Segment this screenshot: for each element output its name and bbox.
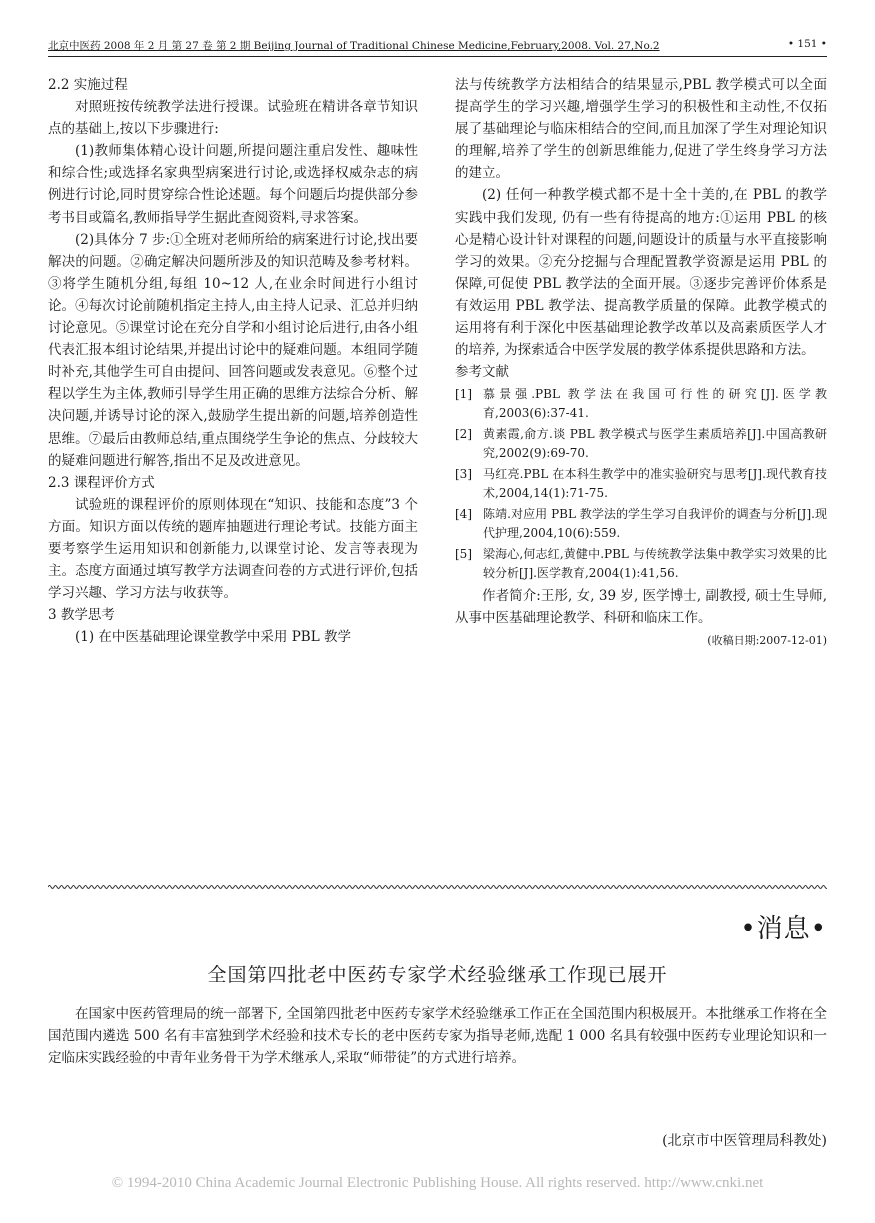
reference-text: 梁海心,何志红,黄健中.PBL 与传统教学法集中教学实习效果的比较分析[J].医学教育,2004(1):41,56. <box>483 547 827 581</box>
author-bio: 作者简介:王彤, 女, 39 岁, 医学博士, 副教授, 硕士生导师, 从事中医基础理论教学、科研和临床工作。 <box>455 588 827 627</box>
left-column <box>48 74 418 648</box>
reference-item <box>455 465 827 503</box>
reference-item <box>455 545 827 583</box>
reference-item <box>455 425 827 463</box>
running-header <box>48 36 827 57</box>
reference-number: [4] <box>455 507 472 522</box>
reference-number: [3] <box>455 467 472 482</box>
section-heading-3: 3 教学思考 <box>48 607 115 624</box>
news-body: 在国家中医药管理局的统一部署下, 全国第四批老中医药专家学术经验继承工作正在全国范围内积极展开。本批继承工作将在全国范围内遴选 500 名有丰富独到学术经验和技术专长的老中医药专家为指导老师,选配 1 000 名具有较强中医药专业理论知识和一定临床实践经验的中青年业务骨干为学术继承人,采取“师带徒”的方式进行培养。 <box>48 1006 827 1066</box>
reference-list <box>455 385 827 583</box>
reference-text: 陈靖.对应用 PBL 教学法的学生学习自我评价的调查与分析[J].现代护理,2004,10(6):559. <box>483 507 827 541</box>
received-date: (收稿日期:2007-12-01) <box>707 633 827 647</box>
reference-text: 黄素霞,俞方.谈 PBL 教学模式与医学生素质培养[J].中国高教研究,2002(9):69-70. <box>483 427 827 461</box>
news-title: 全国第四批老中医药专家学术经验继承工作现已展开 <box>207 964 668 986</box>
wavy-divider <box>48 883 827 891</box>
reference-text: 慕景强.PBL 教学法在我国可行性的研究[J].医学教育,2003(6):37-41. <box>483 387 827 421</box>
references-heading: 参考文献 <box>455 364 509 381</box>
paragraph: 对照班按传统教学法进行授课。试验班在精讲各章节知识点的基础上,按以下步骤进行: <box>48 99 418 138</box>
paragraph: 试验班的课程评价的原则体现在“知识、技能和态度”3 个方面。知识方面以传统的题库抽题进行理论考试。技能方面主要考察学生运用知识和创新能力,以课堂讨论、发言等表现为主。态度方面通过填写教学方法调查问卷的方式进行评价,包括学习兴趣、学习方法与收获等。 <box>48 496 418 602</box>
section-heading-2-2: 2.2 实施过程 <box>48 77 128 93</box>
reference-number: [1] <box>455 387 472 402</box>
reference-item <box>455 505 827 543</box>
right-column <box>455 74 827 652</box>
reference-number: [5] <box>455 547 472 562</box>
reference-text: 马红亮.PBL 在本科生教学中的准实验研究与思考[J].现代教育技术,2004,14(1):71-75. <box>483 467 827 501</box>
page-number: • 151 • <box>787 38 827 50</box>
section-heading-2-3: 2.3 课程评价方式 <box>48 474 155 491</box>
paragraph: 法与传统教学方法相结合的结果显示,PBL 教学模式可以全面提高学生的学习兴趣,增强学生学习的积极性和主动性,不仅拓展了基础理论与临床相结合的空间,而且加深了学生对理论知识的理解,培养了学生的创新思维能力,促进了学生终身学习方法的建立。 <box>455 77 827 182</box>
copyright-footer: © 1994-2010 China Academic Journal Electronic Publishing House. All rights reserved. http://www.cnki.net <box>111 1175 764 1191</box>
paragraph: (1) 在中医基础理论课堂教学中采用 PBL 教学 <box>75 629 351 646</box>
paragraph: (2) 任何一种教学模式都不是十全十美的,在 PBL 的教学实践中我们发现, 仍有一些有待提高的地方:①运用 PBL 的核心是精心设计针对课程的问题,问题设计的质量与水平直接影响学习的效果。②充分挖掘与合理配置教学资源是运用 PBL 的保障,可促使 PBL 教学法的全面开展。③逐步完善评价体系是有效运用 PBL 教学法、提高教学质量的保障。此教学模式的运用将有利于深化中医基础理论教学改革以及高素质医学人才的培养, 为探索适合中医学发展的教学体系提供思路和方法。 <box>455 187 827 359</box>
paragraph: (1)教师集体精心设计问题,所提问题注重启发性、趣味性和综合性;或选择名家典型病案进行讨论,或选择权威杂志的病例进行讨论,同时贯穿综合性论述题。每个问题后均提供部分参考书目或篇名,教师指导学生据此查阅资料,寻求答案。 <box>48 143 418 226</box>
reference-item <box>455 385 827 423</box>
news-source: (北京市中医管理局科教处) <box>662 1133 827 1149</box>
journal-header: 北京中医药 2008 年 2 月 第 27 卷 第 2 期 Beijing Journal of Traditional Chinese Medicine,February,2008. Vol. 27,No.2 <box>48 40 660 52</box>
news-section-label: •消息• <box>740 914 827 944</box>
reference-number: [2] <box>455 427 472 442</box>
paragraph: (2)具体分 7 步:①全班对老师所给的病案进行讨论,找出要解决的问题。②确定解决问题所涉及的知识范畴及参考材料。③将学生随机分组,每组 10~12 人,在业余时间进行小组讨论。④每次讨论前随机指定主持人,由主持人记录、汇总并归纳讨论意见。⑤课堂讨论在充分自学和小组讨论后进行,由各小组代表汇报本组讨论结果,并提出讨论中的疑难问题。本组同学随时补充,其他学生可自由提问、回答问题或发表意见。⑥整个过程以学生为主体,教师引导学生用正确的思维方法综合分析、解决问题,并诱导讨论的深入,鼓励学生提出新的问题,培养创造性思维。⑦最后由教师总结,重点围绕学生争论的焦点、分歧较大的疑难问题进行解答,指出不足及改进意见。 <box>48 231 418 469</box>
